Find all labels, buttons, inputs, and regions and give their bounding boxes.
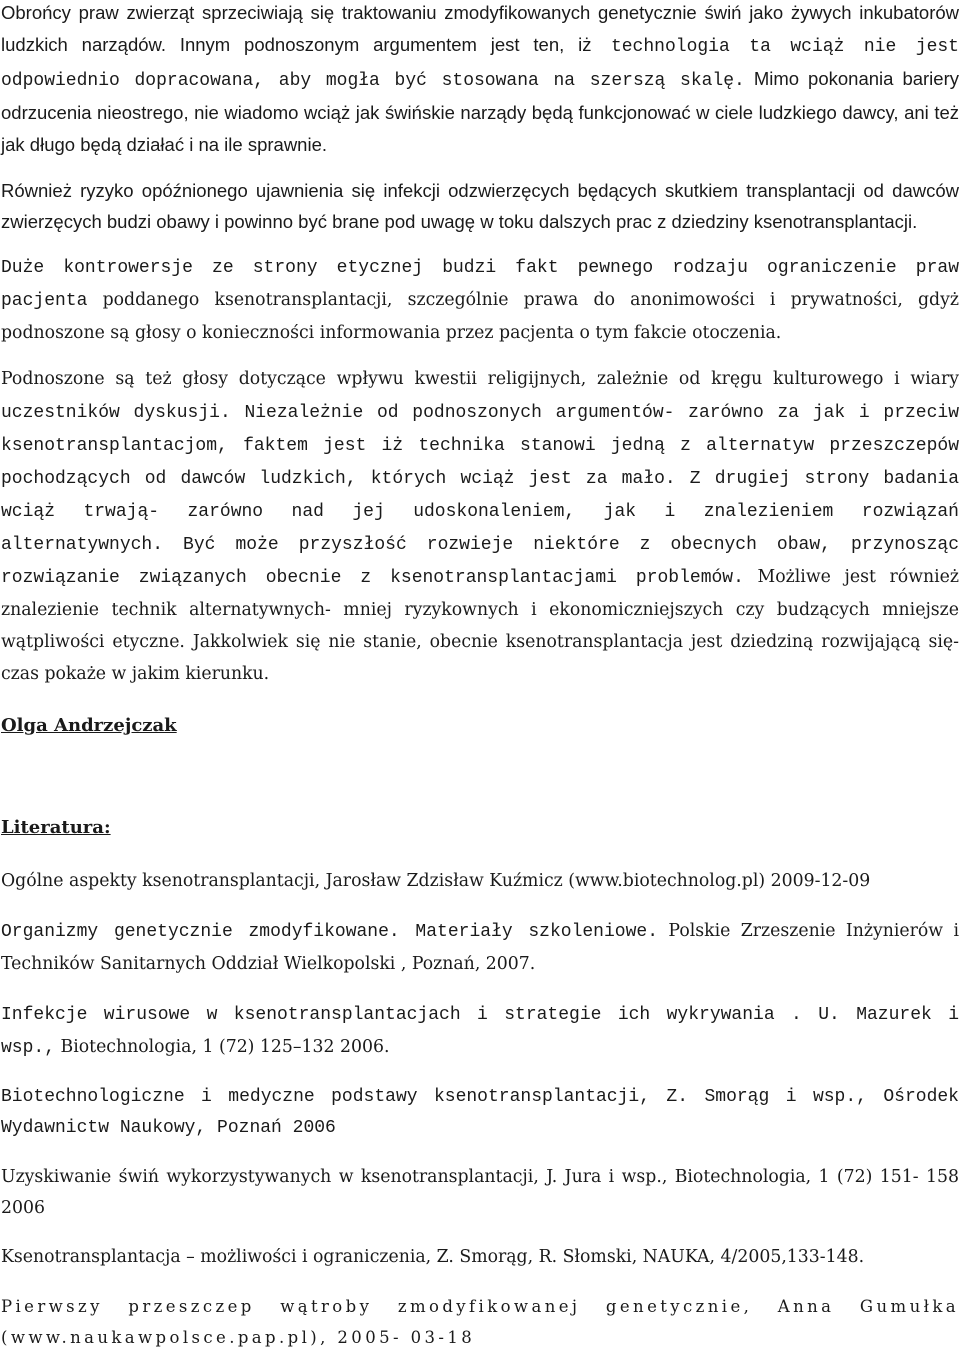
reference-item: Biotechnologiczne i medyczne podstawy ksenotransplantacji, Z. Smorąg i wsp., Ośrodek Wydawnictw Naukowy, Poznań 2006	[1, 1087, 959, 1138]
paragraph-text: Możliwe jest również znalezienie technik alternatywnych- mniej ryzykownych i ekonomiczniejszych czy budzących mniejsze wątpliwości etyczne. Jakkolwiek się nie stanie, obecnie ksenotransplantacja jest dziedziną rozwijającą się- czas pokaże w jakim kierunku.	[1, 567, 959, 684]
paragraph-text: Mimo pokonania bariery odrzucenia nieostrego, nie wiadomo wciąż jak świńskie narządy będą funkcjonować w ciele ludzkiego dawcy, ani też jak długo będą działać i na ile sprawnie.	[1, 68, 959, 155]
author-name: Olga Andrzejczak	[1, 715, 177, 736]
paragraph-religion	[1, 363, 959, 690]
paragraph-animal-rights	[1, 0, 959, 161]
reference-item	[1, 915, 959, 980]
literature-heading: Literatura:	[1, 817, 111, 838]
paragraph-text: Podnoszone są też głosy dotyczące wpływu kwestii religijnych, zależnie od kręgu kulturowego i wiary	[1, 369, 959, 389]
paragraph-text: uczestników dyskusji. Niezależnie od podnoszonych argumentów- zarówno za jak i przeciw ksenotransplantacjom, faktem jest iż technika stanowi jedną z alternatyw przeszczepów pochodzących od dawców ludzkich, których wciąż jest za mało. Z drugiej strony badania wciąż trwają- zarówno nad jej udoskonaleniem, jak i znalezieniem rozwiązań alternatywnych. Być może przyszłość rozwieje niektóre z obecnych obaw, przynosząc rozwiązanie związanych obecnie z ksenotransplantacjami problemów.	[1, 403, 959, 588]
reference-item: Pierwszy przeszczep wątroby zmodyfikowanej genetycznie, Anna Gumułka (www.naukawpolsce.pap.pl), 2005- 03-18	[1, 1297, 959, 1347]
reference-item: Ogólne aspekty ksenotransplantacji, Jarosław Zdzisław Kuźmicz (www.biotechnolog.pl) 2009-12-09	[1, 871, 871, 891]
paragraph-text: Obrońcy praw zwierząt sprzeciwiają się traktowaniu zmodyfikowanych genetycznie świń jako żywych inkubatorów ludzkich narządów. Innym podnoszonym argumentem jest ten, iż	[1, 2, 959, 55]
reference-text: Organizmy genetycznie zmodyfikowane. Materiały szkoleniowe.	[1, 922, 658, 942]
reference-text: Biotechnologia, 1 (72) 125–132 2006.	[55, 1037, 390, 1057]
paragraph-ethics	[1, 251, 959, 349]
paragraph-text: technologia ta wciąż nie jest odpowiednio dopracowana, aby mogła być stosowana na szerszą skalę.	[1, 37, 959, 91]
reference-text: Infekcje wirusowe w ksenotransplantacjach i strategie ich wykrywania . U. Mazurek i wsp.,	[1, 1005, 959, 1058]
reference-item: Ksenotransplantacja – możliwości i ograniczenia, Z. Smorąg, R. Słomski, NAUKA, 4/2005,133-148.	[1, 1247, 865, 1267]
paragraph-infection-risk: Również ryzyko opóźnionego ujawnienia się infekcji odzwierzęcych będących skutkiem transplantacji od dawców zwierzęcych budzi obawy i powinno być brane pod uwagę w toku dalszych prac z dziedziny ksenotransplantacji.	[1, 180, 959, 232]
reference-text: Polskie Zrzeszenie Inżynierów i Techników Sanitarnych Oddział Wielkopolski , Poznań, 2007.	[1, 921, 959, 974]
paragraph-text: poddanego ksenotransplantacji, szczególnie prawa do anonimowości i prywatności, gdyż podnoszone są głosy o konieczności informowania przez pacjenta o tym fakcie otoczenia.	[1, 290, 959, 343]
paragraph-text: Duże kontrowersje ze strony etycznej budzi fakt pewnego rodzaju ograniczenie praw pacjenta	[1, 258, 959, 311]
reference-item	[1, 998, 959, 1064]
reference-item: Uzyskiwanie świń wykorzystywanych w ksenotransplantacji, J. Jura i wsp., Biotechnologia, 1 (72) 151- 158 2006	[1, 1167, 959, 1218]
